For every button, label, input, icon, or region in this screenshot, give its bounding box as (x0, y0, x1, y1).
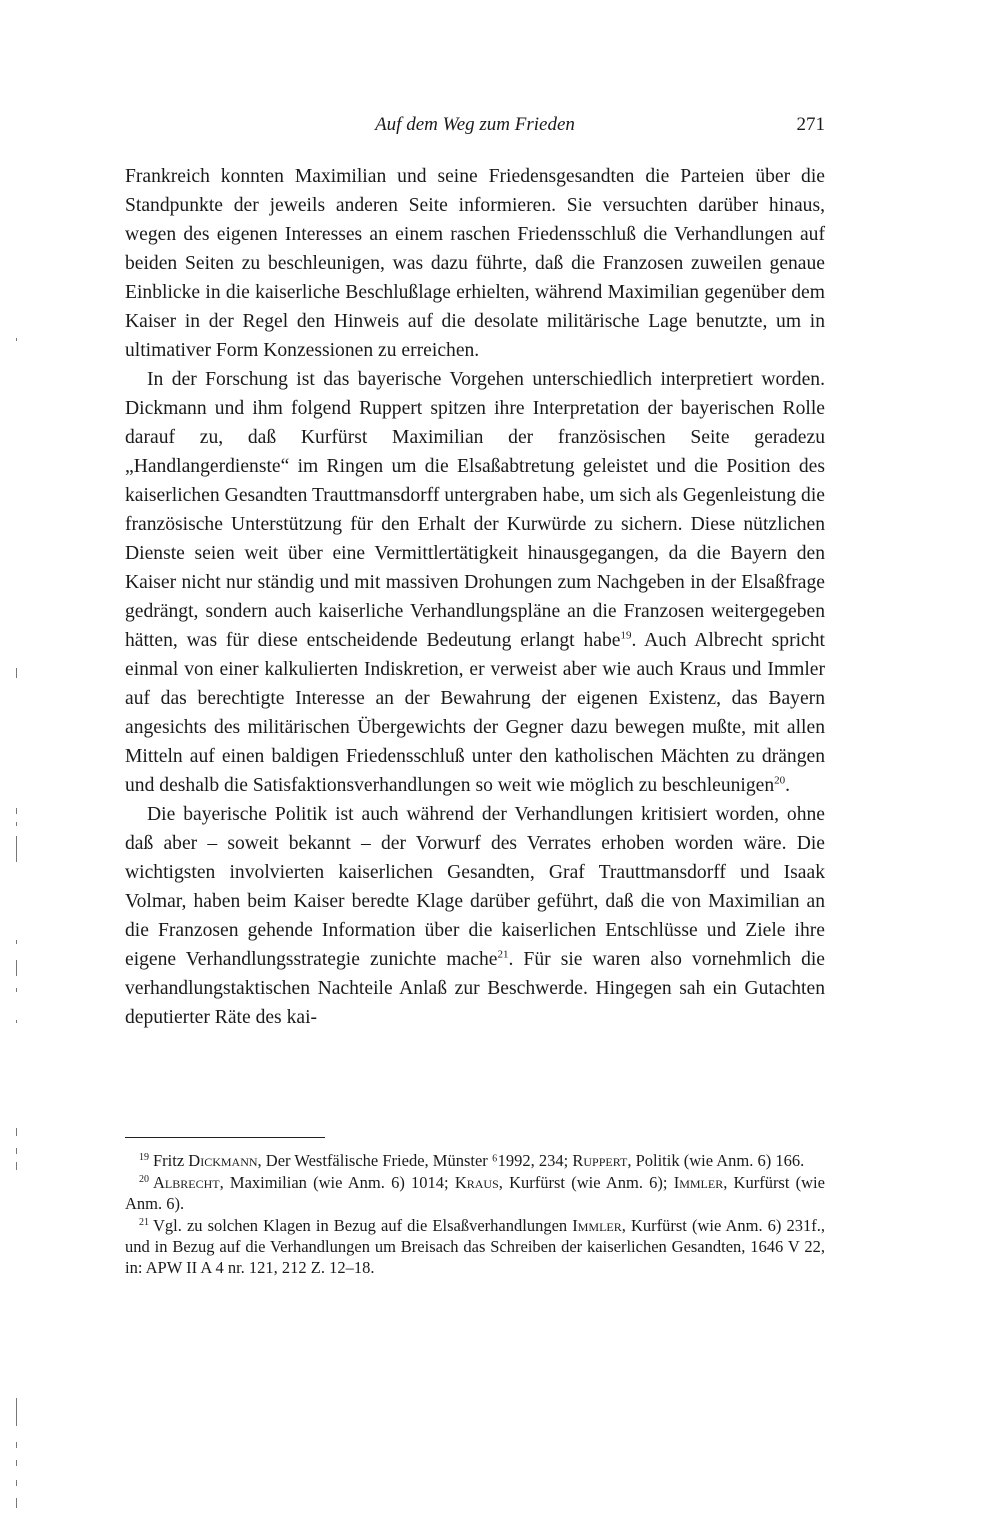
running-title: Auf dem Weg zum Frieden (375, 114, 575, 135)
scan-mark (16, 1128, 17, 1136)
footnote-text: Vgl. zu solchen Klagen in Bezug auf die Elsaßverhandlungen (153, 1216, 573, 1235)
footnote-text: , Kurfürst (wie Anm. 6); (498, 1173, 674, 1192)
scan-mark (16, 668, 17, 678)
footnote-text: Fritz (153, 1151, 189, 1170)
footnote-20 (125, 1172, 825, 1214)
scan-mark (16, 836, 17, 862)
footnote-text: , Maximilian (wie Anm. 6) 1014; (219, 1173, 455, 1192)
author-name: Dickmann (188, 1151, 258, 1170)
author-name: Ruppert (572, 1151, 628, 1170)
author-name: Albrecht (153, 1173, 220, 1192)
footnote-19 (125, 1150, 825, 1171)
scan-mark (16, 1398, 17, 1426)
paragraph-3-text-a: Die bayerische Politik ist auch während der Verhandlungen kritisiert worden, ohne daß aber – soweit bekannt – der Vorwurf des Verrates erhoben worden wäre. Die wichtigsten involvierten kaiserlichen Gesandten, Graf Trauttmansdorff und Isaak Volmar, haben beim Kaiser beredte Klage darüber geführt, daß die von Maximilian an die Franzosen gehende Information über die kaiserlichen Entschlüsse und Ziele ihre eigene Verhandlungsstrategie zunichte mache (125, 804, 825, 970)
scan-mark (16, 822, 17, 826)
paragraph-2-text-a: In der Forschung ist das bayerische Vorgehen unterschiedlich interpretiert worden. Dickmann und ihm folgend Ruppert spitzen ihre Interpretation der bayerischen Rolle darauf zu, daß Kurfürst Maximilian der französischen Seite geradezu „Handlangerdienste“ im Ringen um die Elsaßabtretung geleistet und die Position des kaiserlichen Gesandten Trauttmansdorff untergraben habe, um sich als Gegenleistung die französische Unterstützung für den Erhalt der Kurwürde zu sichern. Diese nützlichen Dienste seien weit über eine Vermittlertätigkeit hinausgegangen, da die Bayern den Kaiser nicht nur ständig und mit massiven Drohungen zum Nachgeben in der Elsaßfrage gedrängt, sondern auch kaiserliche Verhandlungspläne an die Franzosen weitergegeben hätten, was für diese entscheidende Bedeutung erlangt habe (125, 369, 825, 651)
footnote-21 (125, 1215, 825, 1278)
scan-margin-marks (0, 0, 30, 1520)
footnote-number: 21 (139, 1216, 149, 1228)
scan-mark (16, 1020, 17, 1023)
scan-mark (16, 1148, 17, 1154)
scan-mark (16, 960, 17, 976)
paragraph-1 (125, 162, 825, 365)
footnote-ref-21[interactable]: 21 (497, 948, 509, 961)
scan-mark (16, 1442, 17, 1448)
footnote-text: , Der Westfälische Friede, Münster ⁶1992, 234; (257, 1151, 573, 1170)
footnote-number: 20 (139, 1173, 149, 1185)
footnote-text: , Kurfürst (wie Anm. 6). (125, 1173, 825, 1213)
footnote-ref-20[interactable]: 20 (774, 774, 786, 787)
scan-mark (16, 1498, 17, 1508)
scan-mark (16, 338, 17, 341)
scan-mark (16, 1480, 17, 1486)
footnote-number: 19 (139, 1151, 149, 1163)
paragraph-1-text: Frankreich konnten Maximilian und seine Friedensgesandten die Parteien über die Standpunkte der jeweils anderen Seite informieren. Sie versuchten darüber hinaus, wegen des eigenen Interesses an einem raschen Friedensschluß die Verhandlungen auf beiden Seiten zu beschleunigen, was dazu führte, daß die Franzosen zuweilen genaue Einblicke in die kaiserliche Beschlußlage erhielten, während Maximilian gegenüber dem Kaiser in der Regel den Hinweis auf die desolate militärische Lage benutzte, um in ultimativer Form Konzessionen zu erreichen. (125, 166, 825, 361)
paragraph-2 (125, 365, 825, 800)
footnote-ref-19[interactable]: 19 (620, 629, 632, 642)
scan-mark (16, 940, 17, 944)
scan-mark (16, 988, 17, 992)
paragraph-3-text-b: . Für sie waren also vornehmlich die verhandlungstaktischen Nachteile Anlaß zur Beschwerde. Hingegen sah ein Gutachten deputierter Räte des kai- (125, 949, 826, 1028)
paragraph-2-text-b: . Auch Albrecht spricht einmal von einer kalkulierten Indiskretion, er verweist aber wie auch Kraus und Immler auf das berechtigte Interesse an der Bewahrung der eigenen Existenz, das Bayern angesichts des militärischen Übergewichts der Gegner dazu bewegen mußte, mit allen Mitteln auf einen baldigen Friedensschluß unter den katholischen Mächten zu drängen und deshalb die Satisfaktionsverhandlungen so weit wie möglich zu beschleunigen (125, 630, 825, 796)
main-text (125, 162, 825, 1032)
author-name: Immler (572, 1216, 622, 1235)
author-name: Kraus (454, 1173, 499, 1192)
footnote-divider (125, 1137, 325, 1138)
author-name: Immler (673, 1173, 724, 1192)
scan-mark (16, 1460, 17, 1466)
footnotes (125, 1150, 825, 1279)
scan-mark (16, 1162, 17, 1170)
running-head (125, 114, 825, 138)
footnote-text: , Kurfürst (wie Anm. 6) 231f., und in Bezug auf die Verhandlungen um Breisach das Schreiben der kaiserlichen Gesandten, 1646 V 22, in: APW II A 4 nr. 121, 212 Z. 12–18. (125, 1216, 825, 1277)
paragraph-3 (125, 800, 825, 1032)
scan-mark (16, 808, 17, 814)
footnote-text: , Politik (wie Anm. 6) 166. (627, 1151, 805, 1170)
paragraph-2-text-c: . (785, 775, 791, 796)
page-number: 271 (796, 114, 825, 135)
